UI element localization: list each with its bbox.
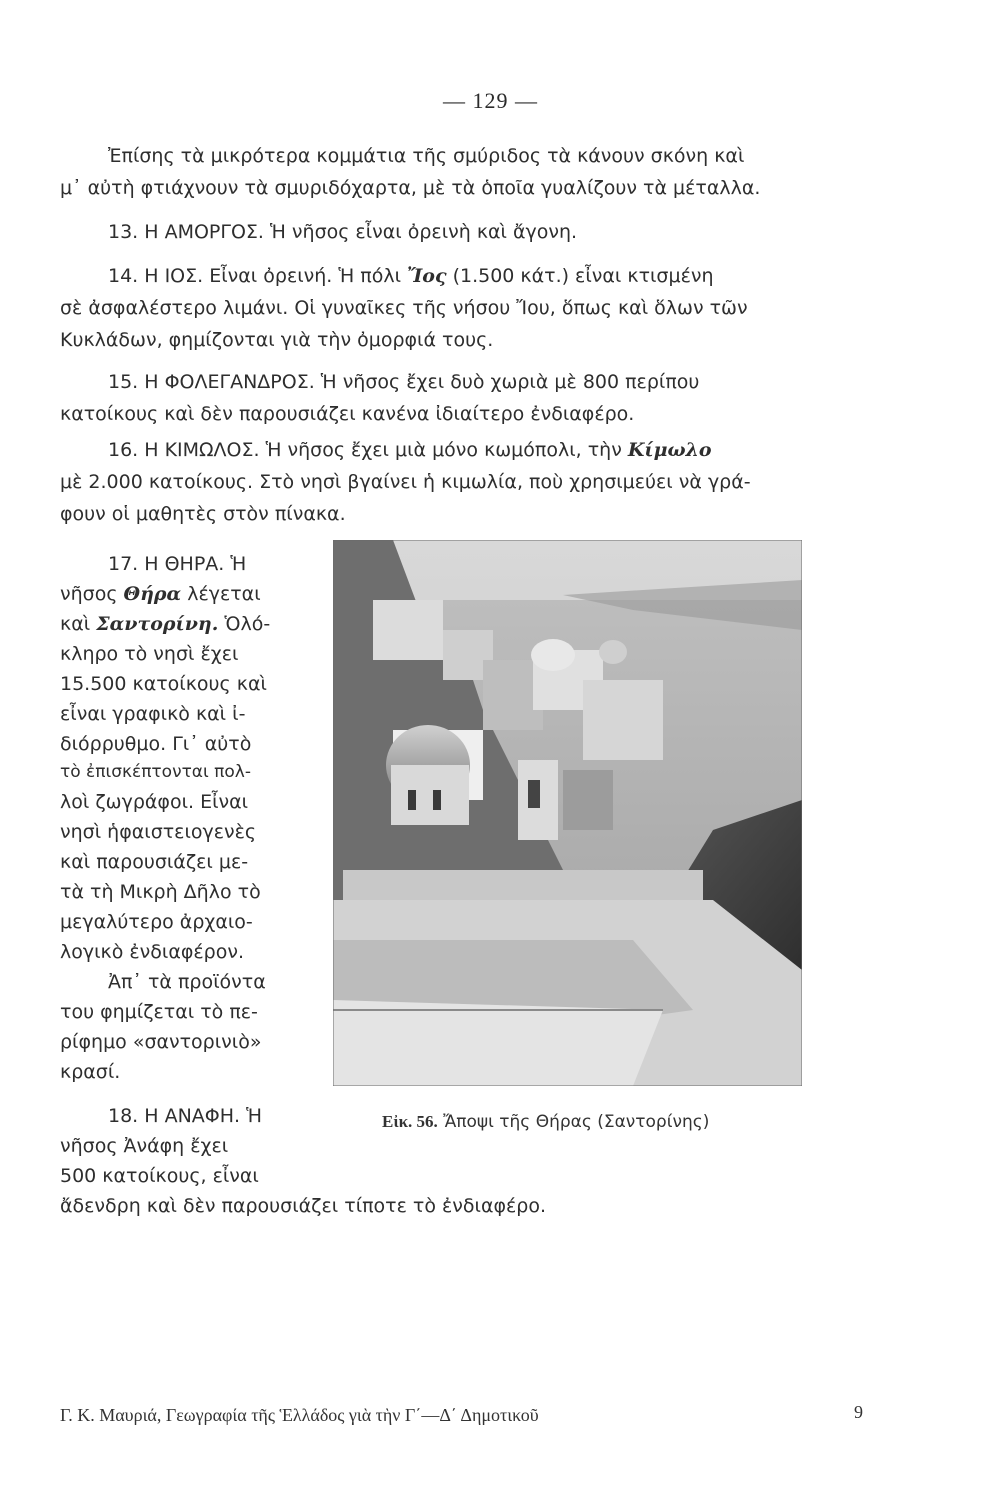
footer-book-title: Γ. Κ. Μαυριά, Γεωγραφία τῆς Ἑλλάδος γιὰ τὴν Γ΄—Δ΄ Δημοτικοῦ bbox=[60, 1405, 539, 1425]
para-line: κατοίκους καὶ δὲν παρουσιάζει κανένα ἰδιαίτερο ἐνδιαφέρο. bbox=[60, 403, 635, 425]
para-line: καὶ παρουσιάζει με- bbox=[60, 851, 249, 873]
emph-ios: Ἴος bbox=[407, 265, 447, 287]
para-section-14 bbox=[108, 260, 714, 293]
santorini-photo bbox=[333, 540, 802, 1086]
para-line: κληρο τὸ νησὶ ἔχει bbox=[60, 643, 239, 665]
text-run: νῆσος bbox=[60, 583, 118, 605]
para-line: νῆσος Ἀνάφη ἔχει bbox=[60, 1135, 229, 1157]
para-section-15: 15. Η ΦΟΛΕΓΑΝΔΡΟΣ. Ἡ νῆσος ἔχει δυὸ χωριὰ μὲ 800 περίπου bbox=[108, 371, 700, 393]
para-line: 15.500 κατοίκους καὶ bbox=[60, 673, 267, 695]
para-line: λογικὸ ἐνδιαφέρον. bbox=[60, 941, 245, 963]
text-run: (1.500 κάτ.) εἶναι κτισμένη bbox=[452, 265, 714, 287]
para-line: ρίφημο «σαντορινιὸ» bbox=[60, 1031, 262, 1053]
footer-signature-number: 9 bbox=[854, 1402, 863, 1422]
para-line: νησὶ ἡφαιστειογενὲς bbox=[60, 821, 257, 843]
para-line: τὸ ἐπισκέπτονται πολ- bbox=[60, 762, 251, 782]
emph-thira: Θήρα bbox=[123, 583, 182, 605]
emph-kimolo: Κίμωλο bbox=[627, 439, 712, 461]
para-line: σὲ ἀσφαλέστερο λιμάνι. Οἱ γυναῖκες τῆς νήσου Ἴου, ὅπως καὶ ὅλων τῶν bbox=[60, 297, 748, 319]
para-line: μὲ 2.000 κατοίκους. Στὸ νησὶ βγαίνει ἡ κιμωλία, ποὺ χρησιμεύει νὰ γρά- bbox=[60, 471, 751, 493]
emph-santorini: Σαντορίνη. bbox=[96, 613, 219, 635]
para-line: εἶναι γραφικὸ καὶ ἰ- bbox=[60, 703, 246, 725]
para-line: φουν οἱ μαθητὲς στὸν πίνακα. bbox=[60, 503, 346, 525]
para-section-18: 18. Η ΑΝΑΦΗ. Ἡ bbox=[108, 1105, 262, 1127]
figure-label: Εἰκ. 56. bbox=[382, 1112, 438, 1131]
para-line: μ᾽ αὐτὴ φτιάχνουν τὰ σμυριδόχαρτα, μὲ τὰ ὁποῖα γυαλίζουν τὰ μέταλλα. bbox=[60, 177, 761, 199]
para-line: διόρρυθμο. Γι᾽ αὐτὸ bbox=[60, 733, 252, 755]
figure-caption-text: Ἄποψι τῆς Θήρας (Σαντορίνης) bbox=[443, 1112, 710, 1132]
text-run: λέγεται bbox=[187, 583, 261, 605]
para-section-16 bbox=[108, 434, 712, 467]
para-line: μεγαλύτερο ἀρχαιο- bbox=[60, 911, 253, 933]
text-run: καὶ bbox=[60, 613, 91, 635]
para-line: λοὶ ζωγράφοι. Εἶναι bbox=[60, 791, 249, 813]
page-number: — 129 — bbox=[443, 88, 538, 113]
text-run: 14. Η ΙΟΣ. Εἶναι ὀρεινή. Ἡ πόλι bbox=[108, 265, 402, 287]
para-line: Ἀπ᾽ τὰ προϊόντα bbox=[108, 971, 266, 993]
para-section-13: 13. Η ΑΜΟΡΓΟΣ. Ἡ νῆσος εἶναι ὀρεινὴ καὶ ἄγονη. bbox=[108, 221, 578, 243]
para-line: του φημίζεται τὸ πε- bbox=[60, 1001, 258, 1023]
para-line bbox=[60, 608, 270, 641]
figure-caption bbox=[382, 1112, 709, 1132]
text-run: 16. Η ΚΙΜΩΛΟΣ. Ἡ νῆσος ἔχει μιὰ μόνο κωμόπολι, τὴν bbox=[108, 439, 622, 461]
para-line bbox=[60, 578, 261, 611]
para-line: 500 κατοίκους, εἶναι bbox=[60, 1165, 259, 1187]
para-line: Ἐπίσης τὰ μικρότερα κομμάτια τῆς σμύριδος τὰ κάνουν σκόνη καὶ bbox=[108, 145, 745, 167]
para-line: τὰ τὴ Μικρὴ Δῆλο τὸ bbox=[60, 881, 261, 903]
text-run: Ὁλό- bbox=[224, 613, 271, 635]
para-line: κρασί. bbox=[60, 1061, 121, 1083]
para-line: ἄδενδρη καὶ δὲν παρουσιάζει τίποτε τὸ ἐνδιαφέρο. bbox=[60, 1195, 547, 1217]
para-line: Κυκλάδων, φημίζονται γιὰ τὴν ὀμορφιά τους. bbox=[60, 329, 494, 351]
para-section-17: 17. Η ΘΗΡΑ. Ἡ bbox=[108, 553, 247, 575]
